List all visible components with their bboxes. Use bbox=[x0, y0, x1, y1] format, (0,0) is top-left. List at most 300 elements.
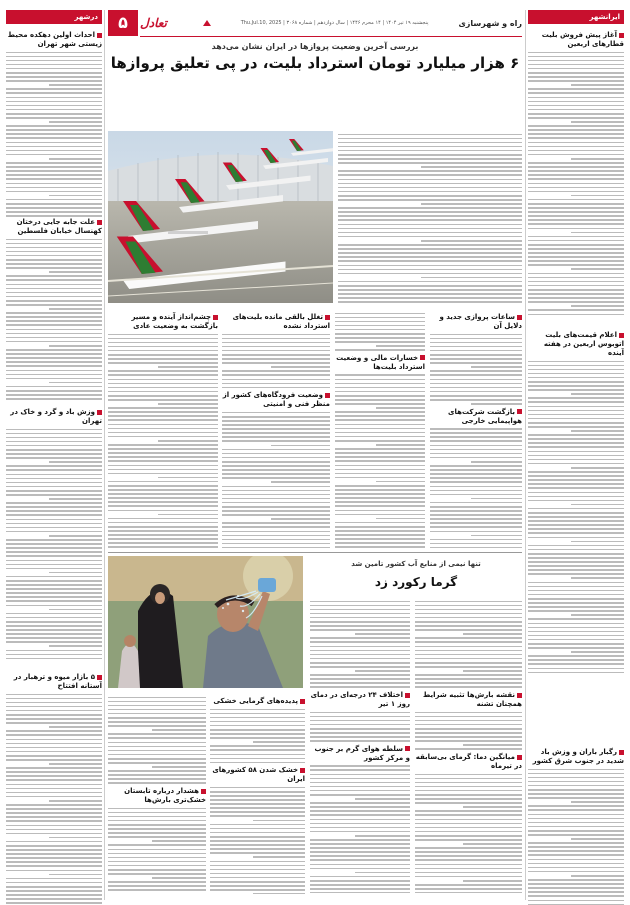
text-line bbox=[528, 166, 624, 168]
text-line bbox=[528, 879, 624, 881]
text-line bbox=[335, 349, 425, 351]
article-body bbox=[6, 52, 102, 219]
text-line bbox=[528, 215, 624, 217]
text-line bbox=[210, 873, 305, 875]
text-line bbox=[6, 478, 102, 480]
text-line bbox=[338, 146, 522, 148]
text-line bbox=[210, 803, 305, 805]
text-line bbox=[6, 183, 102, 185]
text-line bbox=[108, 379, 218, 381]
text-line bbox=[108, 844, 206, 846]
text-line bbox=[415, 621, 522, 623]
text-line bbox=[6, 137, 102, 139]
text-line bbox=[108, 869, 206, 871]
text-line bbox=[415, 666, 522, 668]
text-line bbox=[571, 268, 624, 270]
text-line bbox=[222, 412, 330, 414]
text-line bbox=[335, 510, 425, 512]
text-line bbox=[49, 572, 102, 574]
text-line bbox=[310, 888, 410, 890]
text-line bbox=[310, 876, 410, 878]
text-line bbox=[528, 895, 624, 897]
text-line bbox=[310, 868, 410, 870]
text-line bbox=[108, 518, 218, 520]
text-line bbox=[108, 399, 218, 401]
text-line bbox=[6, 275, 102, 277]
bullet-icon bbox=[405, 746, 410, 751]
text-line bbox=[210, 725, 305, 727]
text-line bbox=[335, 424, 425, 426]
text-line bbox=[528, 814, 624, 816]
text-line bbox=[6, 304, 102, 306]
text-line bbox=[222, 334, 330, 336]
text-line bbox=[6, 637, 102, 639]
text-line bbox=[528, 602, 624, 604]
text-line bbox=[338, 265, 522, 267]
text-line bbox=[6, 378, 102, 380]
text-line bbox=[528, 475, 624, 477]
text-line bbox=[108, 808, 206, 810]
text-line bbox=[528, 72, 624, 74]
text-line bbox=[310, 658, 410, 660]
text-line bbox=[6, 592, 102, 594]
text-line bbox=[222, 539, 330, 541]
text-line bbox=[528, 150, 624, 152]
text-line bbox=[528, 369, 624, 371]
text-line bbox=[6, 320, 102, 322]
text-line bbox=[528, 314, 624, 316]
text-line bbox=[108, 436, 218, 438]
text-line bbox=[335, 514, 425, 516]
text-line bbox=[310, 625, 410, 627]
text-line bbox=[528, 668, 624, 670]
text-line bbox=[571, 504, 624, 506]
text-line bbox=[430, 453, 522, 455]
text-line bbox=[528, 309, 624, 311]
text-line bbox=[6, 337, 102, 339]
page-number: ۵ bbox=[108, 10, 138, 36]
text-line bbox=[6, 555, 102, 557]
text-line bbox=[210, 762, 305, 764]
text-line bbox=[338, 142, 522, 144]
text-line bbox=[415, 778, 522, 780]
bullet-icon bbox=[325, 393, 330, 398]
text-line bbox=[6, 551, 102, 553]
text-line bbox=[6, 341, 102, 343]
text-line bbox=[6, 775, 102, 777]
text-line bbox=[335, 428, 425, 430]
text-line bbox=[108, 713, 206, 715]
bullet-icon bbox=[325, 315, 330, 320]
text-line bbox=[108, 452, 218, 454]
text-line bbox=[335, 321, 425, 323]
text-line bbox=[338, 273, 522, 275]
text-line bbox=[108, 725, 206, 727]
text-line bbox=[415, 686, 522, 688]
text-line bbox=[463, 806, 522, 808]
text-line bbox=[310, 654, 410, 656]
article-body bbox=[6, 429, 102, 661]
text-line bbox=[338, 138, 522, 140]
text-line bbox=[430, 526, 522, 528]
text-line bbox=[528, 207, 624, 209]
text-line bbox=[528, 219, 624, 221]
text-line bbox=[528, 406, 624, 408]
text-line bbox=[108, 411, 218, 413]
text-line bbox=[310, 605, 410, 607]
text-line bbox=[338, 158, 522, 160]
column-divider bbox=[525, 10, 526, 900]
text-line bbox=[222, 465, 330, 467]
text-line bbox=[430, 481, 522, 483]
text-line bbox=[108, 820, 206, 822]
text-line bbox=[49, 609, 102, 611]
text-line bbox=[6, 129, 102, 131]
text-line bbox=[415, 728, 522, 730]
text-line bbox=[6, 394, 102, 396]
text-line bbox=[376, 518, 426, 520]
text-line bbox=[528, 109, 624, 111]
text-line bbox=[6, 698, 102, 700]
text-line bbox=[6, 825, 102, 827]
text-line bbox=[210, 815, 305, 817]
text-line bbox=[222, 379, 330, 381]
text-line bbox=[6, 429, 102, 431]
text-line bbox=[108, 448, 218, 450]
text-line bbox=[222, 436, 330, 438]
text-line bbox=[430, 338, 522, 340]
subhead: خسارات مالی و وضعیت استرداد بلیت‌ها bbox=[335, 354, 425, 372]
text-line bbox=[6, 433, 102, 435]
right-sidebar bbox=[528, 10, 624, 900]
text-line bbox=[210, 885, 305, 887]
text-line bbox=[376, 345, 426, 347]
text-line bbox=[6, 76, 102, 78]
text-line bbox=[6, 64, 102, 66]
text-line bbox=[6, 833, 102, 835]
text-line bbox=[335, 374, 425, 376]
text-line bbox=[222, 522, 330, 524]
text-line bbox=[310, 732, 410, 734]
text-line bbox=[210, 737, 305, 739]
text-line bbox=[6, 804, 102, 806]
text-line bbox=[152, 729, 206, 731]
text-line bbox=[430, 334, 522, 336]
text-line bbox=[6, 284, 102, 286]
text-line bbox=[158, 477, 219, 479]
text-line bbox=[338, 191, 522, 193]
text-line bbox=[415, 625, 522, 627]
text-line bbox=[108, 881, 206, 883]
text-line bbox=[335, 403, 425, 405]
text-line bbox=[421, 277, 522, 279]
text-line bbox=[528, 248, 624, 250]
main-kicker: بررسی آخرین وضعیت پروازها در ایران نشان می‌دهد bbox=[108, 42, 522, 51]
subhead: اختلاف ۲۴ درجه‌ای در دمای روز ۱ تیر bbox=[310, 691, 410, 709]
text-line bbox=[310, 819, 410, 821]
text-line bbox=[108, 697, 206, 699]
text-line bbox=[310, 769, 410, 771]
text-line bbox=[528, 883, 624, 885]
text-line bbox=[6, 861, 102, 863]
article-body bbox=[222, 412, 330, 548]
text-line bbox=[6, 166, 102, 168]
text-line bbox=[6, 788, 102, 790]
text-line bbox=[6, 353, 102, 355]
article-title: آغاز پیش فروش بلیت قطارهای اربعین bbox=[528, 31, 624, 49]
text-line bbox=[108, 701, 206, 703]
text-line bbox=[528, 260, 624, 262]
text-line bbox=[6, 576, 102, 578]
text-line bbox=[335, 538, 425, 540]
text-line bbox=[528, 377, 624, 379]
text-line bbox=[6, 654, 102, 656]
text-line bbox=[6, 621, 102, 623]
text-line bbox=[528, 199, 624, 201]
text-line bbox=[108, 460, 218, 462]
text-line bbox=[430, 490, 522, 492]
text-line bbox=[335, 440, 425, 442]
text-line bbox=[528, 183, 624, 185]
text-line bbox=[415, 748, 522, 750]
text-line bbox=[571, 121, 624, 123]
text-line bbox=[222, 387, 330, 389]
text-line bbox=[6, 133, 102, 135]
text-line bbox=[338, 174, 522, 176]
text-line bbox=[210, 749, 305, 751]
text-line bbox=[528, 557, 624, 559]
text-line bbox=[415, 819, 522, 821]
text-line bbox=[6, 398, 102, 400]
text-line bbox=[335, 436, 425, 438]
text-line bbox=[6, 605, 102, 607]
text-line bbox=[528, 293, 624, 295]
text-line bbox=[108, 505, 218, 507]
text-line bbox=[528, 228, 624, 230]
text-line bbox=[528, 68, 624, 70]
text-line bbox=[108, 812, 206, 814]
text-line bbox=[108, 542, 218, 544]
text-line bbox=[335, 395, 425, 397]
text-line bbox=[415, 720, 522, 722]
text-line bbox=[528, 483, 624, 485]
text-line bbox=[528, 301, 624, 303]
text-line bbox=[6, 357, 102, 359]
text-line bbox=[210, 754, 305, 756]
text-line bbox=[6, 300, 102, 302]
text-line bbox=[338, 187, 522, 189]
text-line bbox=[6, 390, 102, 392]
text-line bbox=[310, 810, 410, 812]
text-line bbox=[6, 457, 102, 459]
text-line bbox=[6, 588, 102, 590]
bullet-icon bbox=[300, 699, 305, 704]
text-line bbox=[528, 129, 624, 131]
text-line bbox=[528, 850, 624, 852]
text-line bbox=[463, 670, 522, 672]
text-line bbox=[6, 374, 102, 376]
text-line bbox=[6, 263, 102, 265]
text-line bbox=[528, 133, 624, 135]
text-line bbox=[528, 401, 624, 403]
text-line bbox=[415, 646, 522, 648]
second-headline: گرما رکورد زد bbox=[310, 575, 522, 589]
text-line bbox=[6, 288, 102, 290]
text-line bbox=[310, 678, 410, 680]
subhead: میانگین دما: گرمای بی‌سابقه در تیرماه bbox=[415, 753, 522, 771]
text-line bbox=[108, 485, 218, 487]
text-line bbox=[210, 832, 305, 834]
text-line bbox=[6, 154, 102, 156]
text-line bbox=[253, 741, 305, 743]
text-line bbox=[6, 349, 102, 351]
article-body bbox=[430, 428, 522, 548]
text-line bbox=[415, 774, 522, 776]
text-line bbox=[6, 174, 102, 176]
text-line bbox=[415, 724, 522, 726]
text-line bbox=[528, 240, 624, 242]
text-line bbox=[335, 469, 425, 471]
text-line bbox=[528, 88, 624, 90]
text-line bbox=[222, 473, 330, 475]
text-line bbox=[210, 791, 305, 793]
text-line bbox=[335, 419, 425, 421]
text-line bbox=[108, 444, 218, 446]
text-line bbox=[338, 215, 522, 217]
text-line bbox=[415, 601, 522, 603]
text-line bbox=[6, 88, 102, 90]
text-line bbox=[49, 837, 102, 839]
text-line bbox=[6, 72, 102, 74]
second-col-mid bbox=[310, 598, 410, 893]
text-line bbox=[49, 158, 102, 160]
text-line bbox=[6, 779, 102, 781]
text-line bbox=[528, 846, 624, 848]
text-line bbox=[528, 174, 624, 176]
text-line bbox=[528, 524, 624, 526]
text-line bbox=[108, 530, 218, 532]
text-line bbox=[463, 744, 522, 746]
text-line bbox=[6, 870, 102, 872]
article-body bbox=[415, 712, 522, 750]
text-line bbox=[415, 798, 522, 800]
text-line bbox=[310, 864, 410, 866]
text-line bbox=[528, 582, 624, 584]
text-line bbox=[528, 586, 624, 588]
text-line bbox=[528, 532, 624, 534]
subhead: نقشه بارش‌ها تثبیه شرایط همچنان تشنه bbox=[415, 691, 522, 709]
article-body bbox=[6, 694, 102, 905]
text-line bbox=[6, 97, 102, 99]
text-line bbox=[210, 824, 305, 826]
text-line bbox=[6, 510, 102, 512]
text-line bbox=[222, 420, 330, 422]
text-line bbox=[528, 785, 624, 787]
text-line bbox=[6, 56, 102, 58]
text-line bbox=[6, 734, 102, 736]
text-line bbox=[528, 647, 624, 649]
text-line bbox=[430, 436, 522, 438]
text-line bbox=[310, 720, 410, 722]
text-line bbox=[6, 199, 102, 201]
text-line bbox=[6, 820, 102, 822]
text-line bbox=[6, 178, 102, 180]
text-line bbox=[6, 596, 102, 598]
text-line bbox=[310, 666, 410, 668]
bullet-icon bbox=[300, 768, 305, 773]
text-line bbox=[310, 646, 410, 648]
text-line bbox=[415, 823, 522, 825]
bullet-icon bbox=[97, 675, 102, 680]
text-line bbox=[528, 203, 624, 205]
text-line bbox=[6, 722, 102, 724]
main-col-left bbox=[108, 310, 218, 548]
text-line bbox=[6, 845, 102, 847]
text-line bbox=[335, 383, 425, 385]
text-line bbox=[355, 872, 410, 874]
text-line bbox=[430, 358, 522, 360]
text-line bbox=[335, 473, 425, 475]
text-line bbox=[338, 211, 522, 213]
text-line bbox=[430, 362, 522, 364]
text-line bbox=[528, 871, 624, 873]
text-line bbox=[335, 452, 425, 454]
text-line bbox=[310, 641, 410, 643]
text-line bbox=[6, 146, 102, 148]
text-line bbox=[571, 305, 624, 307]
article-3 bbox=[6, 405, 102, 660]
text-line bbox=[108, 465, 218, 467]
text-line bbox=[108, 370, 218, 372]
text-line bbox=[152, 877, 206, 879]
text-line bbox=[528, 635, 624, 637]
text-line bbox=[338, 224, 522, 226]
text-line bbox=[6, 68, 102, 70]
text-line bbox=[49, 345, 102, 347]
issue-info: پنجشنبه ۱۹ تیر ۱۴۰۴ | ۱۴ محرم ۱۴۴۶ | سال دوازدهم | شماره ۳۰۶۸ | Thu.Jul.10, 2025 bbox=[241, 20, 429, 26]
text-line bbox=[528, 438, 624, 440]
text-line bbox=[430, 518, 522, 520]
text-line bbox=[6, 519, 102, 521]
text-line bbox=[528, 285, 624, 287]
text-line bbox=[310, 884, 410, 886]
text-line bbox=[471, 498, 522, 500]
text-line bbox=[335, 460, 425, 462]
text-line bbox=[108, 824, 206, 826]
article-4 bbox=[6, 670, 102, 905]
text-line bbox=[415, 678, 522, 680]
text-line bbox=[310, 774, 410, 776]
article-body bbox=[222, 334, 330, 389]
text-line bbox=[335, 337, 425, 339]
main-col-mid bbox=[335, 310, 425, 548]
text-line bbox=[6, 796, 102, 798]
text-line bbox=[210, 844, 305, 846]
text-line bbox=[6, 694, 102, 696]
text-line bbox=[6, 502, 102, 504]
text-line bbox=[49, 121, 102, 123]
text-line bbox=[210, 836, 305, 838]
text-line bbox=[310, 712, 410, 714]
text-line bbox=[528, 64, 624, 66]
text-line bbox=[222, 440, 330, 442]
text-line bbox=[222, 490, 330, 492]
text-line bbox=[310, 786, 410, 788]
text-line bbox=[222, 416, 330, 418]
text-line bbox=[210, 877, 305, 879]
text-line bbox=[210, 787, 305, 789]
text-line bbox=[108, 546, 218, 548]
